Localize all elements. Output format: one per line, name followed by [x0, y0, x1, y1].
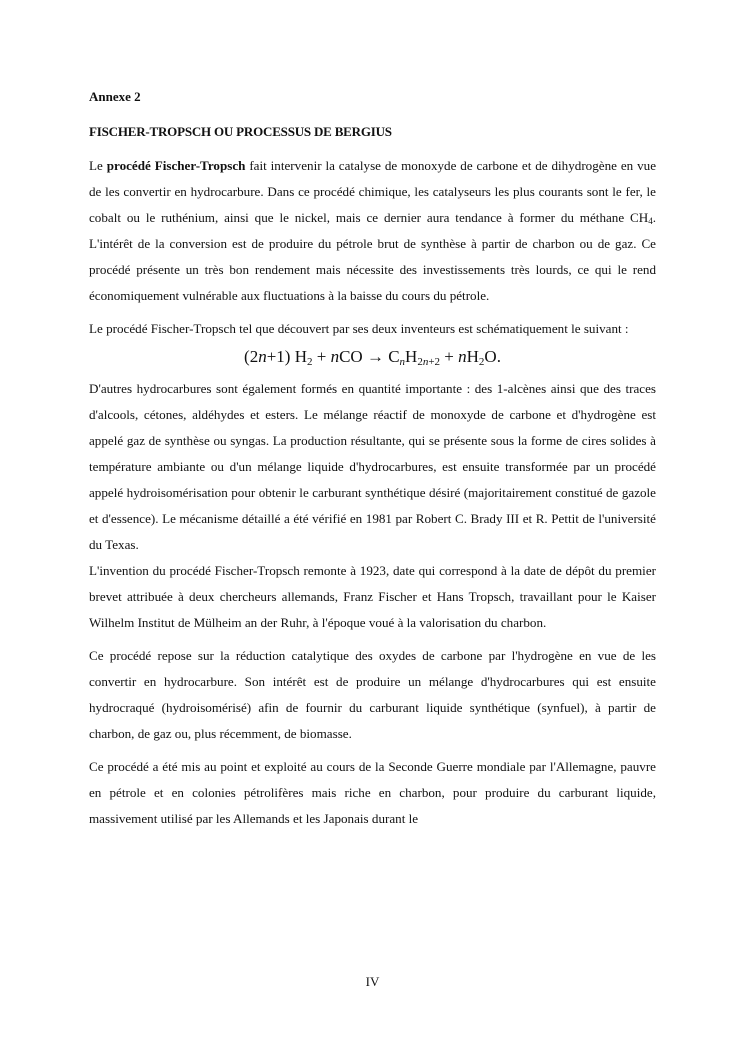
formula-var-n: n [330, 347, 340, 366]
page-number: IV [365, 974, 380, 989]
formula-part: 2 [417, 356, 423, 368]
reaction-formula [89, 342, 656, 372]
formula-part: O. [484, 347, 501, 366]
formula-part: + [312, 347, 331, 366]
document-body [89, 84, 656, 839]
paragraph-3: D'autres hydrocarbures sont également formés en quantité importante : des 1-alcènes ainsi que des traces d'alcools, cétones, aldéhydes et esters. Le mélange réactif de monoxyde de carbone et d'hydrogène est appelé gaz de synthèse ou syngas. La production résultante, qui se présente sous la forme de cires solides à température ambiante ou d'un mélange liquide d'hydrocarbures, est ensuite transformée par un procédé appelé hydroisomérisation pour obtenir le carburant synthétique désiré (majoritairement constitué de gazole et d'essence). Le mécanisme détaillé a été vérifié en 1981 par Robert C. Brady III et R. Pettit de l'université du Texas. [89, 381, 656, 552]
formula-part: + [440, 347, 459, 366]
formula-part: CO → C [339, 347, 400, 366]
formula-var-n: n [458, 347, 467, 366]
para1-subscript: 4 [648, 216, 653, 226]
para1-bold-term: procédé Fischer-Tropsch [106, 158, 246, 173]
formula-var-n: n [399, 356, 406, 368]
formula-subscript: 2 [306, 356, 313, 368]
formula-part: H [466, 347, 479, 366]
paragraph-2: Le procédé Fischer-Tropsch tel que découvert par ses deux inventeurs est schématiquement le suivant : [89, 321, 629, 336]
para1-text-b: . L'intérêt de la conversion est de produire du pétrole brut de synthèse à partir de charbon ou de gaz. Ce procédé présente un très bon rendement mais nécessite des investissements très lourds, ce qui le rend économiquement vulnérable aux fluctuations à la baisse du cours du pétrole. [89, 210, 656, 303]
formula-subscript: 2 [478, 356, 485, 368]
formula-part: +2 [428, 356, 441, 368]
formula-part: (2 [244, 347, 259, 366]
formula-part: +1) H [266, 347, 307, 366]
formula-var-n: n [258, 347, 267, 366]
formula-part: H [405, 347, 418, 366]
formula-subscript [417, 356, 440, 368]
paragraph-1 [89, 153, 656, 309]
section-title: FISCHER-TROPSCH OU PROCESSUS DE BERGIUS [89, 124, 392, 139]
formula-var-n: n [422, 356, 429, 368]
para1-start: Le [89, 158, 107, 173]
paragraph-6: Ce procédé a été mis au point et exploité au cours de la Seconde Guerre mondiale par l'Allemagne, pauvre en pétrole et en colonies pétrolifères mais riche en charbon, pour produire du carburant liquide, massivement utilisé par les Allemands et les Japonais durant le [89, 759, 656, 826]
para1-text-a: fait intervenir la catalyse de monoxyde de carbone et de dihydrogène en vue de les convertir en hydrocarbure. Dans ce procédé chimique, les catalyseurs les plus courants sont le fer, le cobalt ou le ruthénium, ainsi que le nickel, mais ce dernier aura tendance à former du méthane CH [89, 158, 656, 225]
annex-label: Annexe 2 [89, 89, 141, 104]
paragraph-4: L'invention du procédé Fischer-Tropsch remonte à 1923, date qui correspond à la date de dépôt du premier brevet attribuée à deux chercheurs allemands, Franz Fischer et Hans Tropsch, travaillant pour le Kaiser Wilhelm Institut de Mülheim an der Ruhr, à l'époque voué à la valorisation du charbon. [89, 563, 656, 630]
paragraph-5: Ce procédé repose sur la réduction catalytique des oxydes de carbone par l'hydrogène en vue de les convertir en hydrocarbure. Son intérêt est de produire un mélange d'hydrocarbures qui est ensuite hydrocraqué (hydroisomérisé) afin de fournir du carburant liquide synthétique (synfuel), à partir de charbon, de gaz ou, plus récemment, de biomasse. [89, 648, 656, 741]
